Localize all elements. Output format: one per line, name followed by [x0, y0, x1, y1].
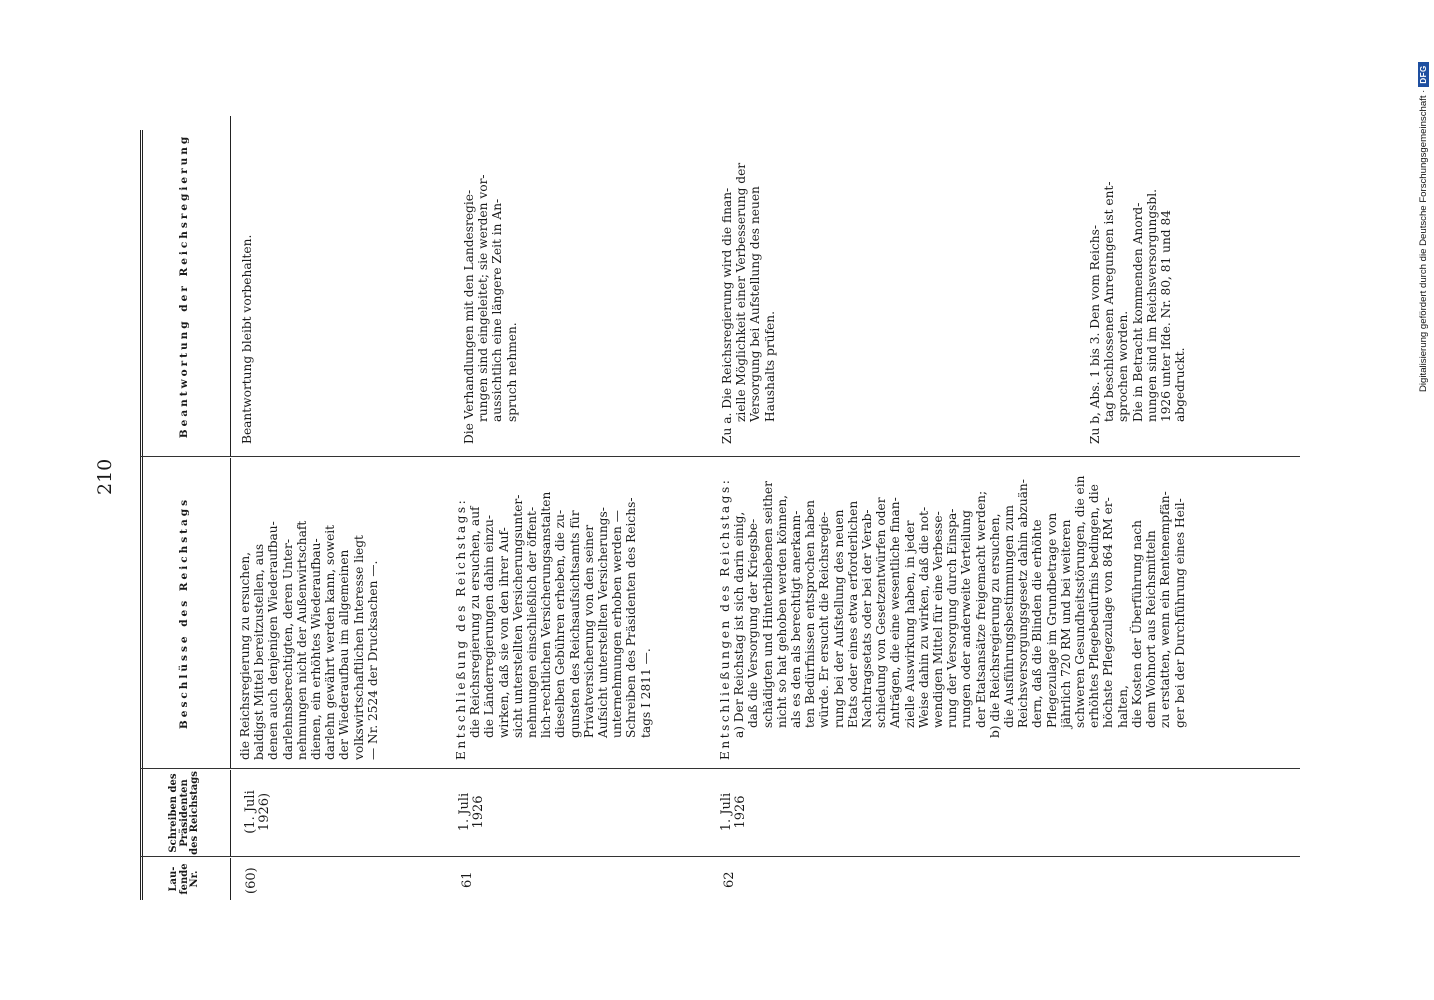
column-divider	[140, 456, 1300, 457]
header-lfd-nr: Lau- fende Nr.	[140, 858, 231, 900]
row-number: 61	[460, 871, 475, 888]
row-date: 1. Juli 1926	[457, 792, 486, 832]
antwort-text: Zu b, Abs. 1 bis 3. Den vom Reichs- tag beschlossenen Anregungen ist ent- sprochen worden. Die in Betracht kommenden Anord- nungen sind im Reichsversorgungsbl. 1926 unter lfde. Nr. 80, 81 und 84 abgedruckt.	[1088, 181, 1188, 444]
beschluss-text: die Reichsregierung zu ersuchen, baldigst Mittel bereitzustellen, aus denen auch denjenigen Wiederaufbau- darlehnsberechtigten, deren Unter- nehmungen nicht der Außenwirtschaft dienen, ein erhöhtes Wiederaufbau- darlehn gewährt werden kann, soweit der Wiederaufbau im allgemeinen volkswirtschaftlichen Interesse liegt — Nr. 2524 der Drucksachen —.	[238, 520, 380, 760]
digitization-credit	[1418, 12, 1429, 392]
beschluss-text: Entschließung des Reichstags: die Reichsregierung zu ersuchen, auf die Länderregierungen dahin einzu- wirken, daß sie von den ihrer Auf- sicht unterstellten Versicherungsunter- nehmungen einschließlich der öffent- lich-rechtlichen Versicherungsanstalten dieselben Gebühren erheben, die zu- gunsten des Reichsaufsichtsamts für Privatversicherung von den seiner Aufsicht unterstellten Versicherungs- unternehmungen erhoben werden — Schreiben des Präsidenten des Reichs- tags I 2811 —.	[454, 491, 653, 760]
column-divider	[140, 768, 1300, 769]
credit-text: Digitalisierung gefördert durch die Deutsche Forschungsgemeinschaft ·	[1418, 89, 1429, 392]
row-number: 62	[722, 871, 737, 888]
antwort-text: Zu a. Die Reichsregierung wird die finan- zielle Möglichkeit einer Verbesserung der Versorgung bei Aufstellung des neuen Haushalts prüfen.	[720, 162, 777, 444]
rotated-table-page	[140, 110, 1310, 900]
column-divider	[140, 856, 1300, 857]
header-beantwortung: Beantwortung der Reichsregierung	[140, 116, 231, 456]
beschluss-text: Entschließungen des Reichstags: a) Der Reichstag ist sich darin einig, daß die Versorgung der Kriegsbe- schädigten und Hinterbliebenen seither nicht so hat gehoben werden können, als es den als berechtigt anerkann- ten Bedürfnissen entsprochen haben würde. Er ersucht die Reichsregie- rung bei der Aufstellung des neuen Etats oder eines etwa erforderlichen Nachtragsetats oder bei der Verab- schiedung von Gesetzentwürfen oder Anträgen, die eine wesentliche finan- zielle Auswirkung haben, in jeder Weise dahin zu wirken, daß die not- wendigen Mittel für eine Verbesse- rung der Versorgung durch Einspa- rungen oder anderweite Verteilung der Etatsansätze freigemacht werden; b) die Reichsregierung zu ersuchen, die Ausführungsbestimmungen zum Reichsversorgungsgesetz dahin abzuän- dern, daß die Blinden die erhöhte Pflegezulage im Grundbetrage von jährlich 720 RM und bei weiteren schweren Gesundheitsstörungen, die ein erhöhtes Pflegebedürfnis bedingen, die höchste Pflegezulage von 864 RM er- halten, die Kosten der Überführung nach dem Wohnort aus Reichsmitteln zu erstatten, wenn ein Rentenempfän- ger bei der Durchführung eines Heil-	[718, 475, 1187, 760]
page-number: 210	[94, 458, 116, 495]
row-date: (1. Juli 1926)	[243, 790, 272, 834]
row-date: 1. Juli 1926	[719, 792, 748, 832]
dfg-logo: DFG	[1418, 62, 1429, 86]
header-beschluesse: Beschlüsse des Reichstags	[140, 458, 231, 768]
antwort-text: Die Verhandlungen mit den Landesregie- rungen sind eingeleitet; sie werden vor- aussichtlich eine längere Zeit in An- spruch nehmen.	[462, 174, 519, 444]
antwort-text: Beantwortung bleibt vorbehalten.	[240, 234, 254, 444]
header-schreiben: Schreiben des Präsidenten des Reichstags	[140, 770, 231, 856]
row-number: (60)	[244, 867, 259, 894]
